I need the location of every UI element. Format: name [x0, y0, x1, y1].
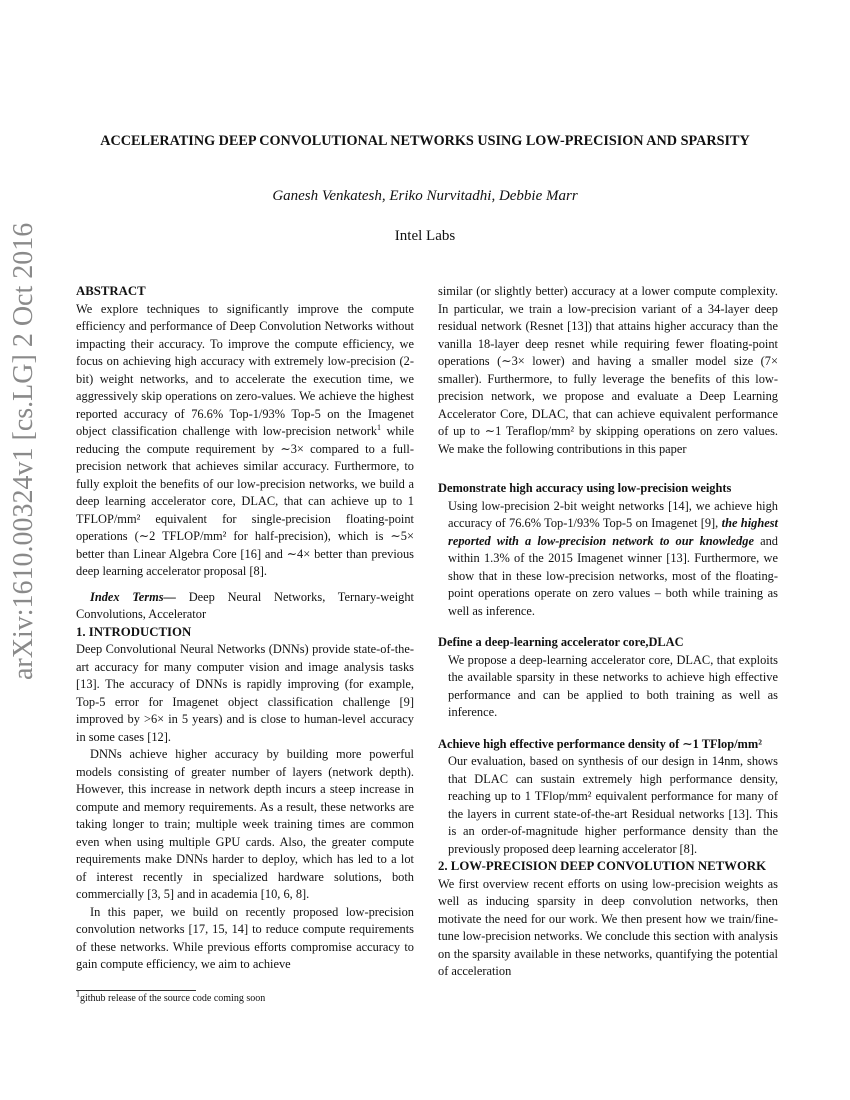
left-column	[76, 283, 414, 974]
right-column	[438, 283, 778, 981]
intro-paragraph-3-continued: similar (or slightly better) accuracy at a lower compute complexity. In particular, we train a low-precision variant of a 34-layer deep residual network (Resnet [13]) that attains higher accuracy than the vanilla 18-layer deep resnet while requiring fewer floating-point operations (∼3× lower) and having a smaller model size (7× smaller). Furthermore, to fully leverage the benefits of this low-precision network, we propose and evaluate a Deep Learning Accelerator Core, DLAC, that can achieve equivalent performance of up to ∼1 Teraflop/mm² by skipping operations on zero values. We make the following contributions in this paper	[438, 284, 778, 456]
footnote-rule	[76, 990, 196, 991]
index-terms: Index Terms— Deep Neural Networks, Ternary-weight Convolutions, Accelerator	[76, 589, 414, 621]
arxiv-stamp: arXiv:1610.00324v1 [cs.LG] 2 Oct 2016	[8, 222, 39, 680]
intro-paragraph-1: Deep Convolutional Neural Networks (DNNs) provide state-of-the-art accuracy for many computer vision and image analysis tasks [13]. The accuracy of DNNs is rapidly improving (for example, Top-5 error for Imagenet object classification challenge [9] improved by >6× in 5 years) and is close to human-level accuracy in some cases [12].	[76, 642, 414, 744]
contribution-item	[438, 736, 778, 859]
section-2-paragraph-1: We first overview recent efforts on using low-precision weights as well as inducing sparsity in deep convolution networks, then motivate the need for our work. We then present how we train/fine-tune low-precision networks. We conclude this section with analysis on the sparsity available in these networks, quantifying the potential of acceleration	[438, 876, 778, 978]
contribution-heading: Achieve high effective performance density of ∼1 TFlop/mm²	[438, 736, 762, 751]
intro-paragraph-3: In this paper, we build on recently proposed low-precision convolution networks [17, 15, 14] to reduce compute requirements of these networks. While previous efforts compromise accuracy to gain compute efficiency, we aim to achieve	[76, 904, 414, 971]
paper-title: ACCELERATING DEEP CONVOLUTIONAL NETWORKS USING LOW-PRECISION AND SPARSITY	[100, 133, 750, 149]
contribution-item	[438, 480, 778, 620]
contribution-heading: Demonstrate high accuracy using low-precision weights	[438, 481, 732, 495]
contribution-item	[438, 634, 778, 722]
section-2-heading: 2. LOW-PRECISION DEEP CONVOLUTION NETWORK	[438, 859, 767, 873]
footnote: $^1$github release of the source code coming soon	[76, 989, 266, 1004]
paper-affiliation: Intel Labs	[394, 228, 456, 244]
footnote-marker: 1	[377, 422, 382, 432]
intro-paragraph-2: DNNs achieve higher accuracy by building more powerful models consisting of greater number of layers (network depth). However, this increase in network depth incurs a steep increase in compute and memory requirements. As a result, these networks are taking longer to train; multiple week training times are common even when using multiple GPU cards. Also, the greater compute requirements make DNNs harder to deploy, which has led to a lot of interest recently in specialized hardware solutions, both commercially [3, 5] and in academia [10, 6, 8].	[76, 747, 414, 901]
contribution-body: Our evaluation, based on synthesis of our design in 14nm, shows that DLAC can sustain extremely high performance density, reaching up to 1 TFlop/mm² equivalent performance for many of the layers in current state-of-the-art Residual networks [13]. This is an order-of-magnitude higher performance density than the previously proposed deep learning accelerator [8].	[448, 754, 778, 856]
abstract-text: We explore techniques to significantly improve the compute efficiency and performance of Deep Convolution Networks without impacting their accuracy. To improve the compute efficiency, we focus on achieving high accuracy with extremely low-precision (2-bit) weight networks, and to accelerate the execution time, we aggressively skip operations on zero-values. We achieve the highest reported accuracy of 76.6% Top-1/93% Top-5 on the Imagenet object classification challenge with low-precision network$^1$ while reducing the compute requirement by ∼3× compared to a full-precision network that achieves similar accuracy. Furthermore, to fully exploit the benefits of our low-precision networks, we build a deep learning accelerator core, DLAC, that can achieve up to 1 TFLOP/mm² equivalent for single-precision floating-point operations (∼2 TFLOP/mm² for half-precision), which is ∼5× better than Linear Algebra Core [16] and ∼4× better than previous deep learning accelerator proposal [8].	[76, 301, 414, 578]
contribution-heading: Define a deep-learning accelerator core,DLAC	[438, 635, 684, 649]
abstract-heading: ABSTRACT	[76, 284, 146, 298]
contribution-body: Using low-precision 2-bit weight networks [14], we achieve high accuracy of 76.6% Top-1/93% Top-5 on Imagenet [9], the highest reported with a low-precision network to our knowledge and within 1.3% of the 2015 Imagenet winner [13]. Furthermore, we show that in these low-precision networks, most of the floating-point operations operate on zero values – both while training as well as inference.	[448, 498, 778, 618]
paper-authors: Ganesh Venkatesh, Eriko Nurvitadhi, Debbie Marr	[272, 188, 578, 204]
contribution-body: We propose a deep-learning accelerator core, DLAC, that exploits the available sparsity in these networks to achieve high effective performance and can be applied to both training as well as inference.	[448, 652, 778, 719]
section-1-heading: 1. INTRODUCTION	[76, 624, 192, 639]
